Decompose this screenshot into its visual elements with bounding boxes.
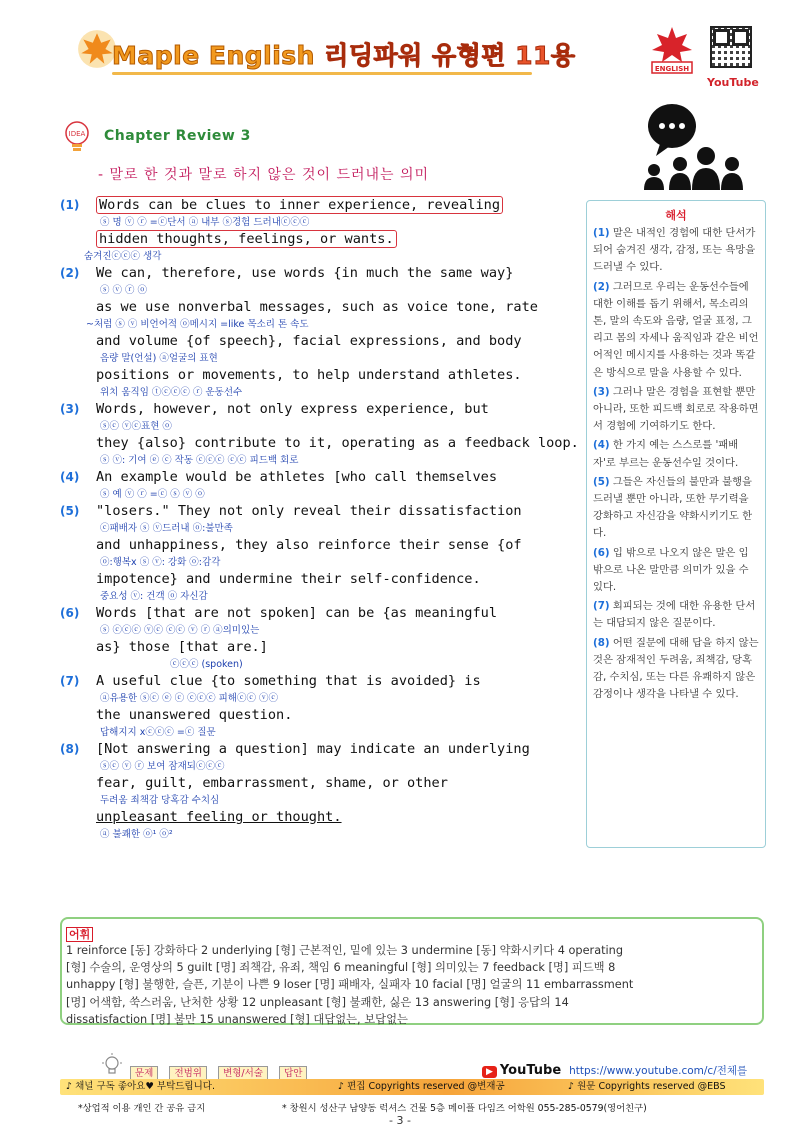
translation-item: (8) 어떤 질문에 대해 답을 하지 않는 것은 잠재적인 두려움, 죄책감, 당혹감, 수치심, 또는 다른 유쾌하지 않은 감정이나 생각을 나타낼 수 있다. bbox=[593, 636, 759, 701]
sentence-5-annotation-3: 중요성 ⓥ: 건객 ⓞ 자신감 bbox=[100, 591, 208, 603]
notice-right: * 창원시 성산구 남양동 럭셔스 건물 5층 메이플 다임즈 어학원 055-285-0579(영어친구) bbox=[282, 1103, 647, 1114]
youtube-label[interactable]: YouTube bbox=[707, 76, 759, 89]
sentence-3-annotation-2: ⓢ ⓥ: 기여 ⓔ ⓒ 작동 ⓒⓒⓒ ⓒⓒ 피드백 회로 bbox=[100, 455, 299, 467]
youtube-url[interactable]: https://www.youtube.com/c/전체를 bbox=[569, 1065, 748, 1077]
translation-title: 해석 bbox=[665, 209, 687, 222]
bar-subscribe: ♪ 채널 구독 좋아요♥ 부탁드립니다. bbox=[66, 1081, 215, 1092]
vocabulary-line: dissatisfaction [명] 불만 15 unanswered [형] 대답없는, 보답없는 bbox=[66, 1012, 408, 1026]
sentence-2-annotation-1: ⓢ ⓥ ⓡ ⓞ bbox=[100, 285, 148, 297]
sentence-2-annotation-3: 음량 말(언설) ⓐ얼굴의 표현 bbox=[100, 353, 218, 365]
notice-left: *상업적 이용 개인 간 공유 금지 bbox=[78, 1103, 206, 1114]
sentence-2-annotation-2: ~처럼 ⓢ ⓥ 비언어적 ⓞ메시지 =like 목소리 톤 속도 bbox=[86, 319, 309, 331]
vocabulary-line: [명] 어색함, 쑥스러움, 난처한 상황 12 unpleasant [형] 불쾌한, 싫은 13 answering [형] 응답의 14 bbox=[66, 995, 569, 1009]
maple-badge-icon bbox=[646, 24, 698, 76]
idea-bulb-icon bbox=[62, 120, 92, 154]
svg-text:ENGLISH: ENGLISH bbox=[654, 65, 690, 73]
footer-tags bbox=[130, 1061, 313, 1081]
vocabulary-line: [형] 수술의, 운영상의 5 guilt [명] 죄책감, 유죄, 책임 6 meaningful [형] 의미있는 7 feedback [명] 피드백 8 bbox=[66, 961, 616, 975]
sentence-1-annotation-2: 숨겨진ⓒⓒⓒ 생각 bbox=[84, 251, 162, 263]
page-number: - 3 - bbox=[389, 1114, 411, 1127]
sentence-5-line-2: and unhappiness, they also reinforce their sense {of bbox=[96, 536, 522, 553]
sentence-5-line-3: impotence} and undermine their self-confidence. bbox=[96, 570, 481, 587]
sentence-5-annotation-1: ⓒ패배자 ⓢ ⓥ드러내 ⓞ:불만족 bbox=[100, 523, 233, 535]
translation-item: (5) 그들은 자신들의 불만과 불행을 드러낼 뿐만 아니라, 또한 무기력을 강화하고 자신감을 약화시키기도 한다. bbox=[593, 475, 753, 540]
sentence-5-annotation-2: ⓞ:행복x ⓢ ⓥ: 강화 ⓞ:감각 bbox=[100, 557, 221, 569]
sentence-8-line-3: unpleasant feeling or thought. bbox=[96, 808, 342, 825]
youtube-play-icon: ▶ bbox=[482, 1066, 497, 1078]
sentence-8-annotation-3: ⓐ 불쾌한 ⓞ¹ ⓞ² bbox=[100, 829, 173, 841]
chapter-subtitle: - 말로 한 것과 말로 하지 않은 것이 드러내는 의미 bbox=[98, 167, 430, 183]
sentence-6-annotation-1: ⓢ ⓒⓒⓒ ⓥⓒ ⓒⓒ ⓥ ⓡ ⓐ의미있는 bbox=[100, 625, 260, 637]
translation-item: (6) 입 밖으로 나오지 않은 말은 입 밖으로 나온 말만큼 의미가 있을 수 있다. bbox=[593, 546, 749, 594]
qr-code-icon[interactable] bbox=[710, 26, 752, 68]
sentence-4-line-1: (4) An example would be athletes [who call themselves bbox=[60, 468, 498, 485]
sentence-8-line-2: fear, guilt, embarrassment, shame, or other bbox=[96, 774, 448, 791]
sentence-7-annotation-1: ⓐ유용한 ⓢⓒ ⓔ ⓒ ⓒⓒⓒ 피해ⓒⓒ ⓥⓒ bbox=[100, 693, 279, 705]
page-header bbox=[0, 18, 800, 88]
tag-problem[interactable]: 문제 bbox=[130, 1066, 158, 1081]
sentence-3-annotation-1: ⓢⓒ ⓥⓒ표현 ⓞ bbox=[100, 421, 172, 433]
sentence-6-line-1: (6) Words [that are not spoken] can be {as meaningful bbox=[60, 604, 498, 621]
sentence-8-annotation-2: 두려움 죄책감 당혹감 수치심 bbox=[100, 795, 220, 807]
sentence-2-annotation-4: 위치 움직임 ⓣⓒⓒⓒ ⓡ 운동선수 bbox=[100, 387, 243, 399]
sentence-2-line-1: (2) We can, therefore, use words {in much the same way} bbox=[60, 264, 514, 281]
sentence-2-line-2: as we use nonverbal messages, such as voice tone, rate bbox=[96, 298, 538, 315]
brand-title: Maple English 리딩파워 유형편 11용 bbox=[112, 41, 576, 70]
vocabulary-line: 1 reinforce [동] 강화하다 2 underlying [형] 근본적인, 밑에 있는 3 undermine [동] 약화시키다 4 operating bbox=[66, 944, 624, 957]
vocabulary-title: 어휘 bbox=[66, 927, 93, 942]
tag-variation[interactable]: 변형/서술 bbox=[218, 1066, 268, 1081]
translation-item: (2) 그러므로 우리는 운동선수들에 대한 이해를 돕기 위해서, 목소리의 톤, 말의 속도와 음량, 얼굴 표정, 그리고 몸의 자세나 움직임과 같은 비언어적인 메시지를 사용하는 것과 똑같은 방식으로 말을 사용할 수 있다. bbox=[593, 280, 759, 379]
tag-full-range[interactable]: 전범위 bbox=[169, 1066, 207, 1081]
vocabulary-box bbox=[60, 917, 764, 1025]
svg-text:IDEA: IDEA bbox=[68, 130, 86, 138]
sentence-1-line-1: (1) Words can be clues to inner experience, revealing bbox=[60, 197, 580, 214]
translation-box bbox=[586, 200, 766, 848]
sentence-4-annotation-1: ⓢ 예 ⓥ ⓡ =ⓒ ⓢ ⓥ ⓞ bbox=[100, 489, 205, 501]
translation-item: (7) 회피되는 것에 대한 유용한 단서는 대답되지 않은 질문이다. bbox=[593, 600, 756, 630]
lightbulb-icon bbox=[100, 1053, 124, 1077]
bar-source-copyright: ♪ 원문 Copyrights reserved @EBS bbox=[568, 1081, 726, 1092]
sentence-2-line-4: positions or movements, to help understand athletes. bbox=[96, 366, 522, 383]
sentence-7-line-1: (7) A useful clue {to something that is avoided} is bbox=[60, 672, 481, 689]
translation-item: (3) 그러나 말은 경험을 표현할 뿐만 아니라, 또한 피드백 회로로 작용하면서 경험에 기여하기도 한다. bbox=[593, 385, 759, 433]
sentence-6-annotation-2: ⓒⓒⓒ (spoken) bbox=[170, 659, 243, 671]
passage bbox=[60, 197, 580, 843]
sentence-8-line-1: (8) [Not answering a question] may indicate an underlying bbox=[60, 740, 530, 757]
sentence-1-line-2: hidden thoughts, feelings, or wants. bbox=[60, 231, 580, 248]
youtube-link[interactable]: ▶ YouTube https://www.youtube.com/c/전체를 bbox=[482, 1063, 747, 1078]
copyright-bar bbox=[60, 1079, 764, 1095]
sentence-7-line-2: the unanswered question. bbox=[96, 706, 293, 723]
people-chat-icon bbox=[632, 100, 752, 192]
sentence-8-annotation-1: ⓢⓒ ⓥ ⓡ 보여 잠재되ⓒⓒⓒ bbox=[100, 761, 225, 773]
header-underline bbox=[112, 72, 532, 75]
sentence-2-line-3: and volume {of speech}, facial expressions, and body bbox=[96, 332, 522, 349]
sentence-3-line-2: they {also} contribute to it, operating as a feedback loop. bbox=[96, 434, 579, 451]
chapter-title: Chapter Review 3 bbox=[104, 128, 251, 144]
sentence-3-line-1: (3) Words, however, not only express experience, but bbox=[60, 400, 489, 417]
sentence-6-line-2: as} those [that are.] bbox=[96, 638, 268, 655]
translation-item: (1) 말은 내적인 경험에 대한 단서가 되어 숨겨진 생각, 감정, 또는 욕망을 드러낼 수 있다. bbox=[593, 227, 756, 274]
translation-item: (4) 한 가지 예는 스스로를 '패배자'로 부르는 운동선수일 것이다. bbox=[593, 439, 739, 469]
tag-answer[interactable]: 답안 bbox=[279, 1066, 307, 1081]
sentence-7-annotation-2: 답해지지 xⓒⓒⓒ =ⓒ 질문 bbox=[100, 727, 216, 739]
sentence-5-line-1: (5) "losers." They not only reveal their dissatisfaction bbox=[60, 502, 522, 519]
bar-edit-copyright: ♪ 편집 Copyrights reserved @변재공 bbox=[338, 1081, 505, 1092]
vocabulary-line: unhappy [형] 불행한, 슬픈, 기분이 나쁜 9 loser [명] 패배자, 실패자 10 facial [명] 얼굴의 11 embarrassment bbox=[66, 978, 634, 992]
sentence-1-annotation-1: ⓢ 명 ⓥ ⓡ =ⓒ단서 ⓐ 내부 ⓢ경험 드러내ⓒⓒⓒ bbox=[100, 217, 310, 229]
